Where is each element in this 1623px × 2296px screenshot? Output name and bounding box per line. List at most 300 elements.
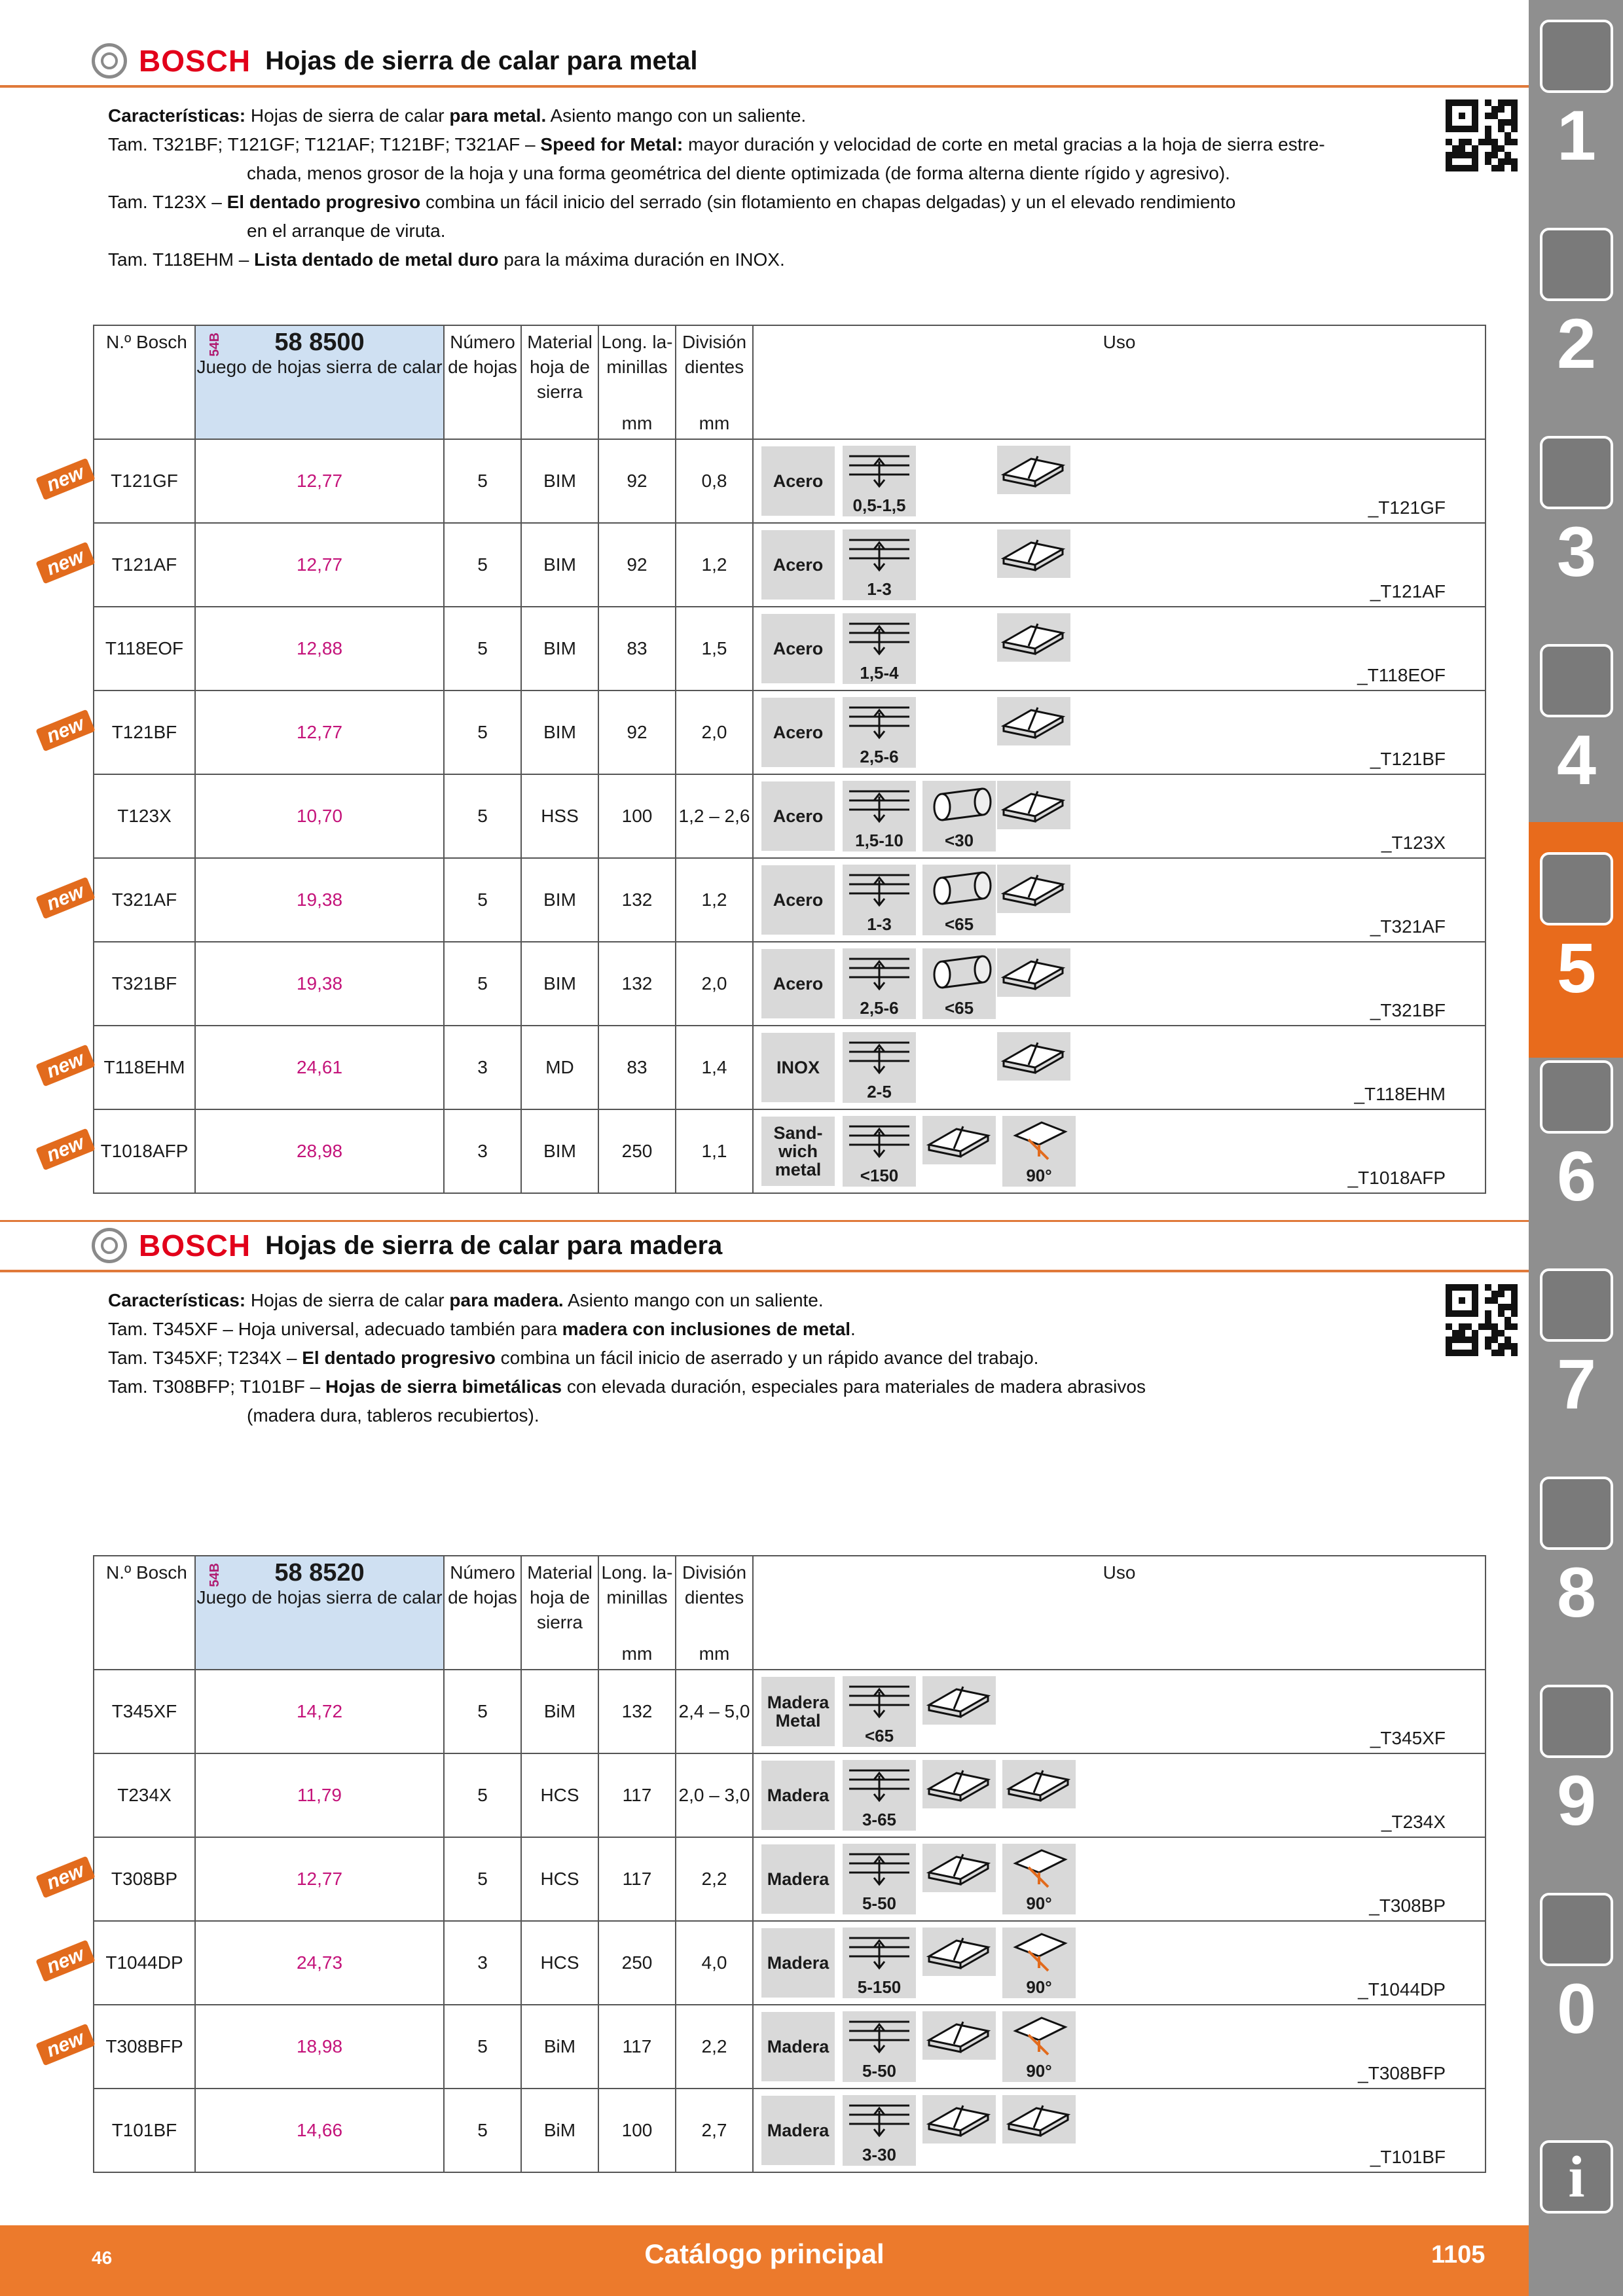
icon-value: 0,5-1,5 (843, 494, 916, 516)
page-number: 1105 (1431, 2241, 1486, 2269)
thickness-icon (843, 446, 916, 516)
icon-value: <150 (843, 1164, 916, 1187)
usage-cell (753, 1837, 1486, 1921)
product-ref: T308BP (94, 1837, 195, 1921)
icon-value: 90° (1002, 1976, 1076, 1998)
thickness-icon (843, 1760, 916, 1831)
table-row[interactable] (94, 439, 1486, 523)
blade-label: _T234X (1381, 1812, 1446, 1832)
blade-length: 132 (598, 1670, 676, 1753)
product-ref: T121AF (94, 523, 195, 607)
blade-label: _T321BF (1370, 1000, 1446, 1020)
plate-cut-icon (922, 1116, 996, 1187)
section-heading: Hojas de sierra de calar para metal (265, 46, 698, 75)
table-row[interactable] (94, 691, 1486, 774)
usage-cell (753, 691, 1486, 774)
table-row[interactable] (94, 1837, 1486, 1921)
plate-cut-icon (997, 613, 1070, 662)
tooth-pitch: 1,2 – 2,6 (676, 774, 753, 858)
chapter-number: 5 (1556, 928, 1597, 1007)
description-line: Tam. T345XF – Hoja universal, adecuado también para madera con inclusiones de metal. (108, 1319, 856, 1339)
usage-cell (753, 1026, 1486, 1109)
icon-value: 1-3 (843, 913, 916, 935)
chapter-tab-info[interactable] (1540, 2140, 1613, 2214)
product-price: 28,98 (195, 1109, 444, 1193)
wrench-icon (1540, 1060, 1613, 1134)
set-code: 58 8500 (274, 329, 365, 356)
tooth-pitch: 4,0 (676, 1921, 753, 2005)
table-row[interactable] (94, 1670, 1486, 1753)
blade-count: 3 (444, 1109, 521, 1193)
chapter-number: 1 (1556, 96, 1597, 175)
plate-cut-icon (922, 2011, 996, 2082)
table-row[interactable] (94, 1026, 1486, 1109)
blade-length: 83 (598, 607, 676, 691)
table-row[interactable] (94, 1753, 1486, 1837)
tooth-pitch: 2,0 (676, 691, 753, 774)
table-row[interactable] (94, 2005, 1486, 2089)
product-ref: T121BF (94, 691, 195, 774)
product-ref: T123X (94, 774, 195, 858)
plate-cut-icon (997, 446, 1070, 494)
product-ref: T1018AFP (94, 1109, 195, 1193)
header-division: División dientes mm (676, 1556, 753, 1670)
header-uso: Uso (753, 325, 1486, 439)
blade-count: 5 (444, 1670, 521, 1753)
icon-value: 2-5 (843, 1081, 916, 1103)
icon-value: 5-50 (843, 1892, 916, 1914)
usage-cell (753, 1670, 1486, 1753)
description-line: Tam. T345XF; T234X – El dentado progresivo combina un fácil inicio de aserrado y un rápido avance del trabajo. (108, 1348, 1039, 1368)
unit-mm: mm (621, 1643, 653, 1664)
thickness-icon (843, 1844, 916, 1914)
header-set-code (195, 325, 444, 439)
description-line: chada, menos grosor de la hoja y una forma geométrica del diente optimizada (de forma alterna diente rígido y agresivo). (247, 163, 1230, 183)
new-badge: new (35, 1856, 95, 1899)
tooth-pitch: 1,2 (676, 523, 753, 607)
thickness-icon (843, 781, 916, 852)
tooth-pitch: 2,0 (676, 942, 753, 1026)
chapter-tab-6[interactable] (1540, 1060, 1613, 1219)
blade-count: 3 (444, 1026, 521, 1109)
table-row[interactable] (94, 2089, 1486, 2172)
chapter-tab-2[interactable] (1540, 228, 1613, 386)
usage-cell (753, 942, 1486, 1026)
table-row[interactable] (94, 774, 1486, 858)
saw-disc-icon (1540, 852, 1613, 925)
icon-value: 5-150 (843, 1976, 916, 1998)
blade-count: 5 (444, 2089, 521, 2172)
chapter-number: 3 (1556, 512, 1597, 591)
header-ref: N.º Bosch (94, 325, 195, 439)
new-badge: new (35, 877, 95, 920)
product-price: 10,70 (195, 774, 444, 858)
material-label: Acero (761, 698, 835, 767)
blade-length: 132 (598, 858, 676, 942)
product-ref: T321BF (94, 942, 195, 1026)
thickness-icon (843, 2011, 916, 2082)
new-badge: new (35, 709, 95, 752)
header-length: Long. la-minillas mm (598, 1556, 676, 1670)
blade-count: 5 (444, 1837, 521, 1921)
blade-count: 5 (444, 607, 521, 691)
header-uso: Uso (753, 1556, 1486, 1670)
product-ref: T321AF (94, 858, 195, 942)
set-code: 58 8520 (274, 1559, 365, 1587)
product-ref: T1044DP (94, 1921, 195, 2005)
product-price: 14,72 (195, 1670, 444, 1753)
angle-cut-icon (1002, 1844, 1076, 1914)
thickness-icon (843, 2095, 916, 2166)
blade-label: _T118EOF (1357, 665, 1446, 685)
plate-cut-icon (997, 529, 1070, 578)
chapter-tab-7[interactable] (1540, 1268, 1613, 1427)
material-label: Acero (761, 614, 835, 683)
blade-material: HCS (521, 1921, 598, 2005)
icon-value: 2,5-6 (843, 745, 916, 768)
footer-left-number: 46 (92, 2248, 113, 2268)
product-price: 24,73 (195, 1921, 444, 2005)
blade-length: 117 (598, 2005, 676, 2089)
chapter-number: 2 (1556, 304, 1597, 383)
footer-title: Catálogo principal (644, 2238, 884, 2269)
plate-cut-icon (1002, 1760, 1076, 1831)
product-ref: T308BFP (94, 2005, 195, 2089)
plate-cut-icon (922, 1928, 996, 1998)
material-label: Madera (761, 1761, 835, 1830)
usage-cell (753, 2005, 1486, 2089)
table-row[interactable] (94, 1921, 1486, 2005)
product-price: 11,79 (195, 1753, 444, 1837)
new-badge: new (35, 1940, 95, 1982)
thickness-icon (843, 865, 916, 935)
plate-cut-icon (922, 1844, 996, 1914)
tooth-pitch: 1,4 (676, 1026, 753, 1109)
blade-material: HCS (521, 1753, 598, 1837)
material-label: Madera (761, 1844, 835, 1914)
tube-cut-icon (922, 781, 996, 852)
usage-cell (753, 523, 1486, 607)
angle-cut-icon (1002, 1928, 1076, 1998)
product-ref: T101BF (94, 2089, 195, 2172)
icon-value: 90° (1002, 1164, 1076, 1187)
plate-cut-icon (1002, 2095, 1076, 2166)
chapter-tab-4[interactable] (1540, 644, 1613, 802)
section-divider (0, 85, 1529, 88)
tooth-pitch: 0,8 (676, 439, 753, 523)
blade-material: BIM (521, 607, 598, 691)
material-label: Sand-wich metal (761, 1117, 835, 1186)
product-price: 12,77 (195, 439, 444, 523)
qr-code-icon[interactable] (1446, 99, 1518, 171)
tooth-pitch: 1,2 (676, 858, 753, 942)
blade-label: _T121BF (1370, 749, 1446, 769)
product-price: 19,38 (195, 858, 444, 942)
blade-count: 5 (444, 439, 521, 523)
safety-gear-icon (1540, 1893, 1613, 1966)
plate-cut-icon (997, 697, 1070, 745)
new-badge: new (35, 542, 95, 584)
product-price: 14,66 (195, 2089, 444, 2172)
header-num: Número de hojas (444, 1556, 521, 1670)
header-num: Número de hojas (444, 325, 521, 439)
tooth-pitch: 2,4 – 5,0 (676, 1670, 753, 1753)
product-price: 24,61 (195, 1026, 444, 1109)
blade-length: 250 (598, 1109, 676, 1193)
chapter-number: 8 (1556, 1552, 1597, 1632)
product-ref: T118EOF (94, 607, 195, 691)
product-ref: T345XF (94, 1670, 195, 1753)
table-header-row (94, 325, 1486, 439)
product-ref: T121GF (94, 439, 195, 523)
brand-name: BOSCH (139, 1229, 251, 1263)
blade-length: 250 (598, 1921, 676, 2005)
usage-cell (753, 1109, 1486, 1193)
blade-label: _T121AF (1370, 581, 1446, 601)
chapter-tab-0[interactable] (1540, 1893, 1613, 2051)
blade-count: 5 (444, 774, 521, 858)
blade-material: BiM (521, 2005, 598, 2089)
blade-length: 132 (598, 942, 676, 1026)
blade-length: 100 (598, 2089, 676, 2172)
unit-mm: mm (621, 413, 653, 433)
usage-cell (753, 439, 1486, 523)
thickness-icon (843, 1676, 916, 1747)
brand-name: BOSCH (139, 44, 251, 78)
blade-length: 100 (598, 774, 676, 858)
bosch-logo-icon (92, 43, 127, 79)
plate-cut-icon (922, 2095, 996, 2166)
plate-cut-icon (997, 1032, 1070, 1081)
thickness-icon (843, 613, 916, 684)
product-price: 12,77 (195, 691, 444, 774)
thickness-icon (843, 1032, 916, 1103)
icon-value: <65 (922, 997, 996, 1019)
blade-count: 5 (444, 1753, 521, 1837)
description-line: Tam. T321BF; T121GF; T121AF; T121BF; T321AF – Speed for Metal: mayor duración y velocidad de corte en metal gracias a la hoja de sierra estre- (108, 134, 1325, 154)
section-title-wood (92, 1221, 722, 1270)
icon-value: <65 (843, 1725, 916, 1747)
plate-cut-icon (997, 865, 1070, 913)
header-material: Material hoja de sierra (521, 1556, 598, 1670)
usage-cell (753, 858, 1486, 942)
tube-cut-icon (922, 865, 996, 935)
icon-value: 90° (1002, 1892, 1076, 1914)
cabinet-icon (1540, 1685, 1613, 1758)
product-ref: T234X (94, 1753, 195, 1837)
icon-value: 1,5-10 (843, 829, 916, 852)
material-label: Madera (761, 1928, 835, 1998)
thickness-icon (843, 529, 916, 600)
blade-material: MD (521, 1026, 598, 1109)
blade-label: _T118EHM (1354, 1084, 1446, 1104)
blade-material: BIM (521, 1109, 598, 1193)
new-badge: new (35, 1045, 95, 1087)
header-material: Material hoja de sierra (521, 325, 598, 439)
set-code-label: Juego de hojas sierra de calar (196, 1587, 443, 1607)
new-badge: new (35, 2024, 95, 2066)
blade-label: _T1018AFP (1347, 1168, 1446, 1188)
plate-cut-icon (997, 781, 1070, 829)
material-label: Acero (761, 949, 835, 1018)
blade-material: BIM (521, 523, 598, 607)
material-label: Acero (761, 865, 835, 935)
blade-material: BiM (521, 1670, 598, 1753)
usage-cell (753, 1921, 1486, 2005)
table-row[interactable] (94, 1109, 1486, 1193)
plate-cut-icon (922, 1676, 996, 1747)
blade-label: _T321AF (1370, 916, 1446, 937)
blade-label: _T1044DP (1358, 1979, 1446, 2000)
product-price: 19,38 (195, 942, 444, 1026)
material-label: Madera (761, 2012, 835, 2081)
blade-material: BIM (521, 858, 598, 942)
table-row[interactable] (94, 523, 1486, 607)
code-tag: 54B (208, 1563, 222, 1587)
pliers-icon (1540, 1268, 1613, 1342)
material-label: Madera Metal (761, 1677, 835, 1746)
blade-material: BIM (521, 439, 598, 523)
material-label: INOX (761, 1033, 835, 1102)
thickness-icon (843, 1928, 916, 1998)
qr-code-icon[interactable] (1446, 1284, 1518, 1356)
caliper-icon (1540, 644, 1613, 717)
blade-length: 83 (598, 1026, 676, 1109)
chapter-tab-9[interactable] (1540, 1685, 1613, 1843)
material-label: Acero (761, 530, 835, 600)
table-row[interactable] (94, 942, 1486, 1026)
thickness-icon (843, 948, 916, 1019)
table-header-row (94, 1556, 1486, 1670)
description-line: Características: Hojas de sierra de calar para metal. Asiento mango con un saliente. (108, 105, 807, 126)
description-line: Tam. T123X – El dentado progresivo combina un fácil inicio del serrado (sin flotamiento en chapas delgadas) y un el elevado rendimiento (108, 192, 1236, 212)
blade-count: 5 (444, 942, 521, 1026)
bosch-logo-icon (92, 1228, 127, 1263)
material-label: Acero (761, 446, 835, 516)
tooth-pitch: 2,0 – 3,0 (676, 1753, 753, 1837)
blade-material: HCS (521, 1837, 598, 1921)
header-set-code (195, 1556, 444, 1670)
icon-value: 1,5-4 (843, 662, 916, 684)
table-row[interactable] (94, 607, 1486, 691)
plate-cut-icon (922, 1760, 996, 1831)
usage-cell (753, 2089, 1486, 2172)
material-label: Acero (761, 781, 835, 851)
thickness-icon (843, 697, 916, 768)
blade-label: _T308BP (1369, 1895, 1446, 1916)
blade-label: _T101BF (1370, 2147, 1446, 2167)
product-price: 12,77 (195, 1837, 444, 1921)
chapter-number: 6 (1556, 1136, 1597, 1215)
product-table-metal (93, 325, 1486, 1194)
product-table-wood (93, 1555, 1486, 2173)
icon-value: 5-50 (843, 2060, 916, 2082)
header-length: Long. la-minillas mm (598, 325, 676, 439)
description-line: Características: Hojas de sierra de calar para madera. Asiento mango con un saliente. (108, 1290, 824, 1310)
blade-count: 5 (444, 691, 521, 774)
product-price: 12,88 (195, 607, 444, 691)
icon-value: 3-30 (843, 2144, 916, 2166)
drill-bit-icon (1540, 20, 1613, 93)
chapter-number: 7 (1556, 1344, 1597, 1424)
icon-value: 1-3 (843, 578, 916, 600)
blade-length: 92 (598, 691, 676, 774)
blade-material: HSS (521, 774, 598, 858)
cutting-insert-icon (1540, 228, 1613, 301)
header-ref: N.º Bosch (94, 1556, 195, 1670)
icon-value: <30 (922, 829, 996, 852)
unit-mm: mm (699, 413, 730, 433)
chuck-icon (1540, 436, 1613, 509)
blade-count: 3 (444, 1921, 521, 2005)
section-heading: Hojas de sierra de calar para madera (265, 1230, 723, 1260)
icon-value: 3-65 (843, 1808, 916, 1831)
table-row[interactable] (94, 858, 1486, 942)
chapter-tab-3[interactable] (1540, 436, 1613, 594)
usage-cell (753, 607, 1486, 691)
icon-value: 2,5-6 (843, 997, 916, 1019)
description-line: Tam. T118EHM – Lista dentado de metal duro para la máxima duración en INOX. (108, 249, 785, 270)
tools-case-icon (1540, 1477, 1613, 1550)
material-label: Madera (761, 2096, 835, 2165)
section-description (108, 103, 1352, 276)
usage-cell (753, 774, 1486, 858)
chapter-number: 4 (1556, 720, 1597, 799)
icon-value: <65 (922, 913, 996, 935)
usage-cell (753, 1753, 1486, 1837)
product-price: 12,77 (195, 523, 444, 607)
tooth-pitch: 1,5 (676, 607, 753, 691)
header-division: División dientes mm (676, 325, 753, 439)
description-line: en el arranque de viruta. (247, 221, 446, 241)
description-line: (madera dura, tableros recubiertos). (247, 1405, 539, 1426)
blade-label: _T308BFP (1358, 2063, 1446, 2083)
blade-material: BIM (521, 691, 598, 774)
angle-cut-icon (1002, 1116, 1076, 1187)
blade-material: BiM (521, 2089, 598, 2172)
chapter-tab-1[interactable] (1540, 20, 1613, 178)
blade-length: 92 (598, 523, 676, 607)
tooth-pitch: 1,1 (676, 1109, 753, 1193)
blade-length: 92 (598, 439, 676, 523)
new-badge: new (35, 458, 95, 501)
blade-material: BIM (521, 942, 598, 1026)
chapter-tab-8[interactable] (1540, 1477, 1613, 1635)
tooth-pitch: 2,2 (676, 1837, 753, 1921)
chapter-tab-5[interactable] (1540, 852, 1613, 1011)
section-divider (0, 1270, 1529, 1272)
tooth-pitch: 2,2 (676, 2005, 753, 2089)
blade-count: 5 (444, 858, 521, 942)
new-badge: new (35, 1128, 95, 1171)
tooth-pitch: 2,7 (676, 2089, 753, 2172)
product-ref: T118EHM (94, 1026, 195, 1109)
section-description (108, 1288, 1352, 1432)
icon-value: 90° (1002, 2060, 1076, 2082)
unit-mm: mm (699, 1643, 730, 1664)
blade-count: 5 (444, 523, 521, 607)
blade-label: _T123X (1381, 833, 1446, 853)
thickness-icon (843, 1116, 916, 1187)
blade-length: 117 (598, 1837, 676, 1921)
description-line: Tam. T308BFP; T101BF – Hojas de sierra bimetálicas con elevada duración, especiales para materiales de madera abrasivos (108, 1376, 1146, 1397)
section-title-metal (92, 37, 697, 85)
chapter-number: 0 (1556, 1969, 1597, 2048)
blade-length: 117 (598, 1753, 676, 1837)
code-tag: 54B (208, 332, 222, 357)
angle-cut-icon (1002, 2011, 1076, 2082)
blade-label: _T121GF (1368, 497, 1446, 518)
